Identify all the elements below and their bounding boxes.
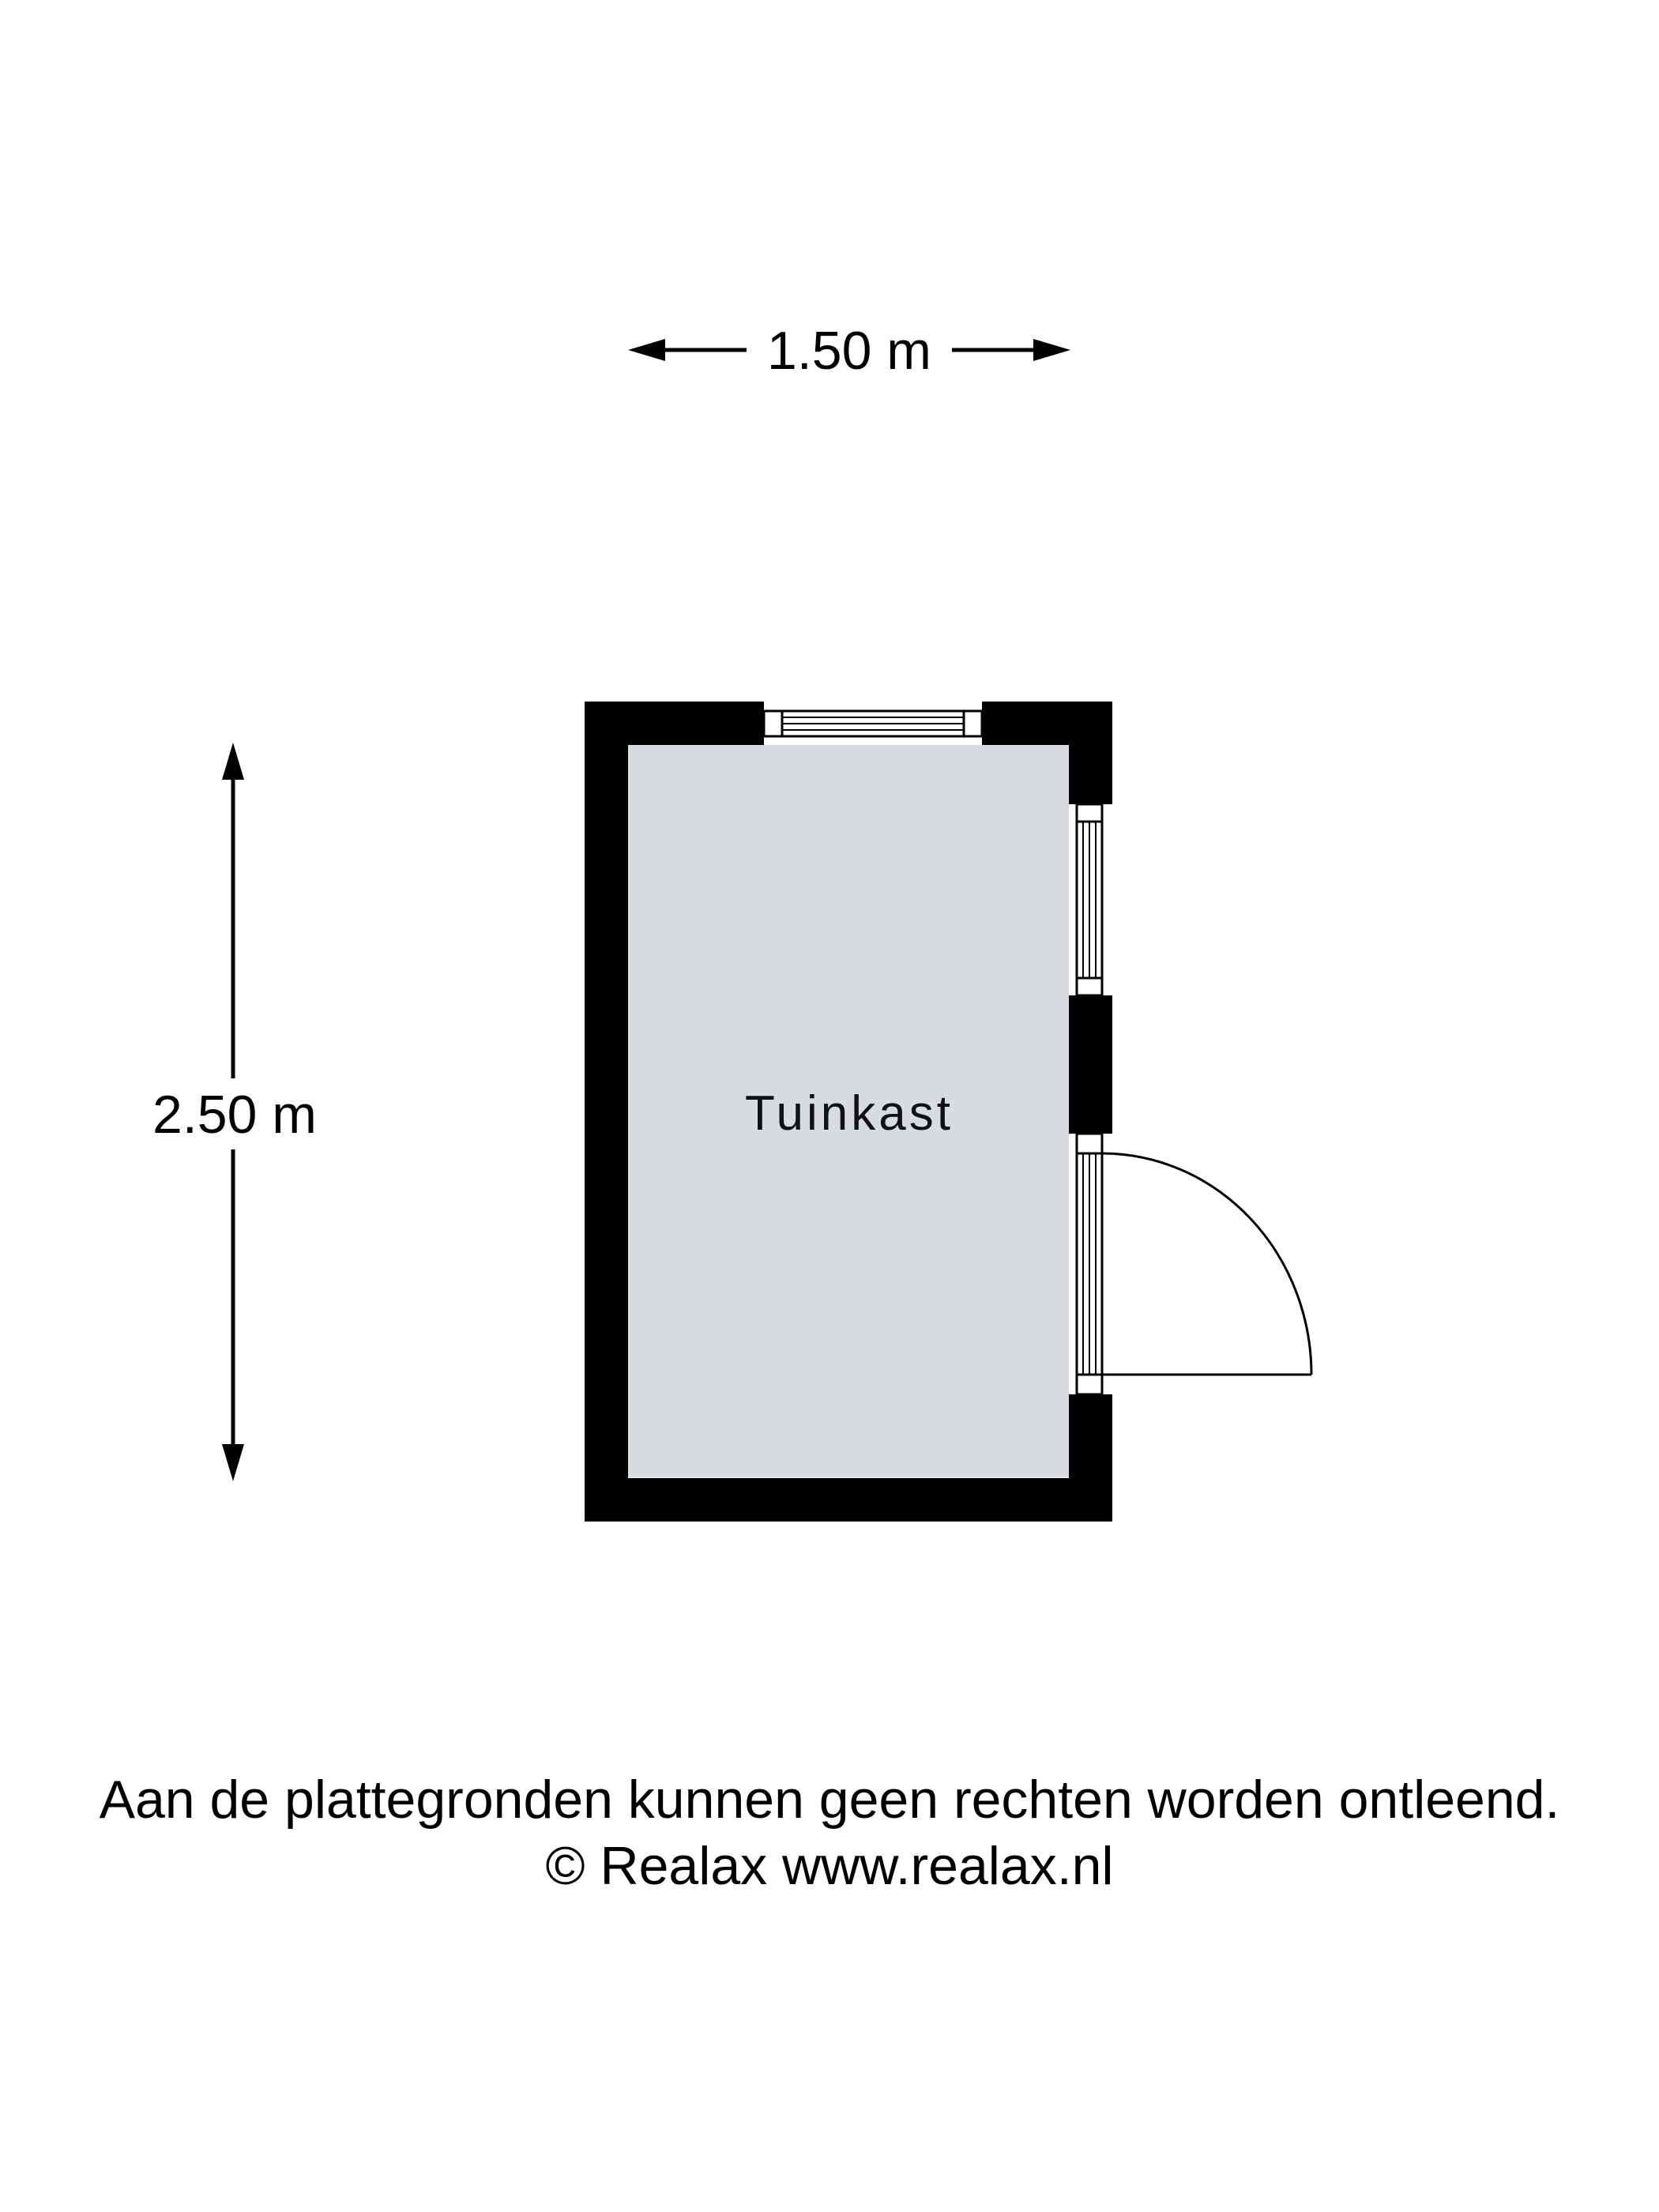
height-arrow-bottom-icon bbox=[222, 1444, 244, 1481]
width-arrow-right-icon bbox=[1033, 339, 1070, 361]
door bbox=[1077, 1134, 1311, 1394]
wall-right-top bbox=[1069, 702, 1112, 804]
disclaimer-text: Aan de plattegronden kunnen geen rechten worden ontleend. bbox=[99, 1770, 1560, 1830]
wall-bottom bbox=[585, 1478, 1112, 1522]
height-label: 2.50 m bbox=[152, 1085, 317, 1145]
window-right bbox=[1077, 804, 1102, 995]
wall-left bbox=[585, 702, 628, 1522]
height-dimension bbox=[138, 743, 328, 1481]
wall-right-bottom bbox=[1069, 1394, 1112, 1522]
wall-top-left bbox=[585, 702, 764, 745]
copyright-text: © Realax www.realax.nl bbox=[545, 1836, 1114, 1896]
door-swing-arc bbox=[1102, 1153, 1311, 1375]
room-label: Tuinkast bbox=[744, 1086, 954, 1141]
window-top bbox=[764, 711, 982, 736]
wall-right-middle bbox=[1069, 995, 1112, 1134]
height-arrow-top-icon bbox=[222, 743, 244, 780]
width-dimension bbox=[628, 321, 1070, 381]
width-arrow-left-icon bbox=[628, 339, 665, 361]
width-label: 1.50 m bbox=[767, 321, 931, 381]
